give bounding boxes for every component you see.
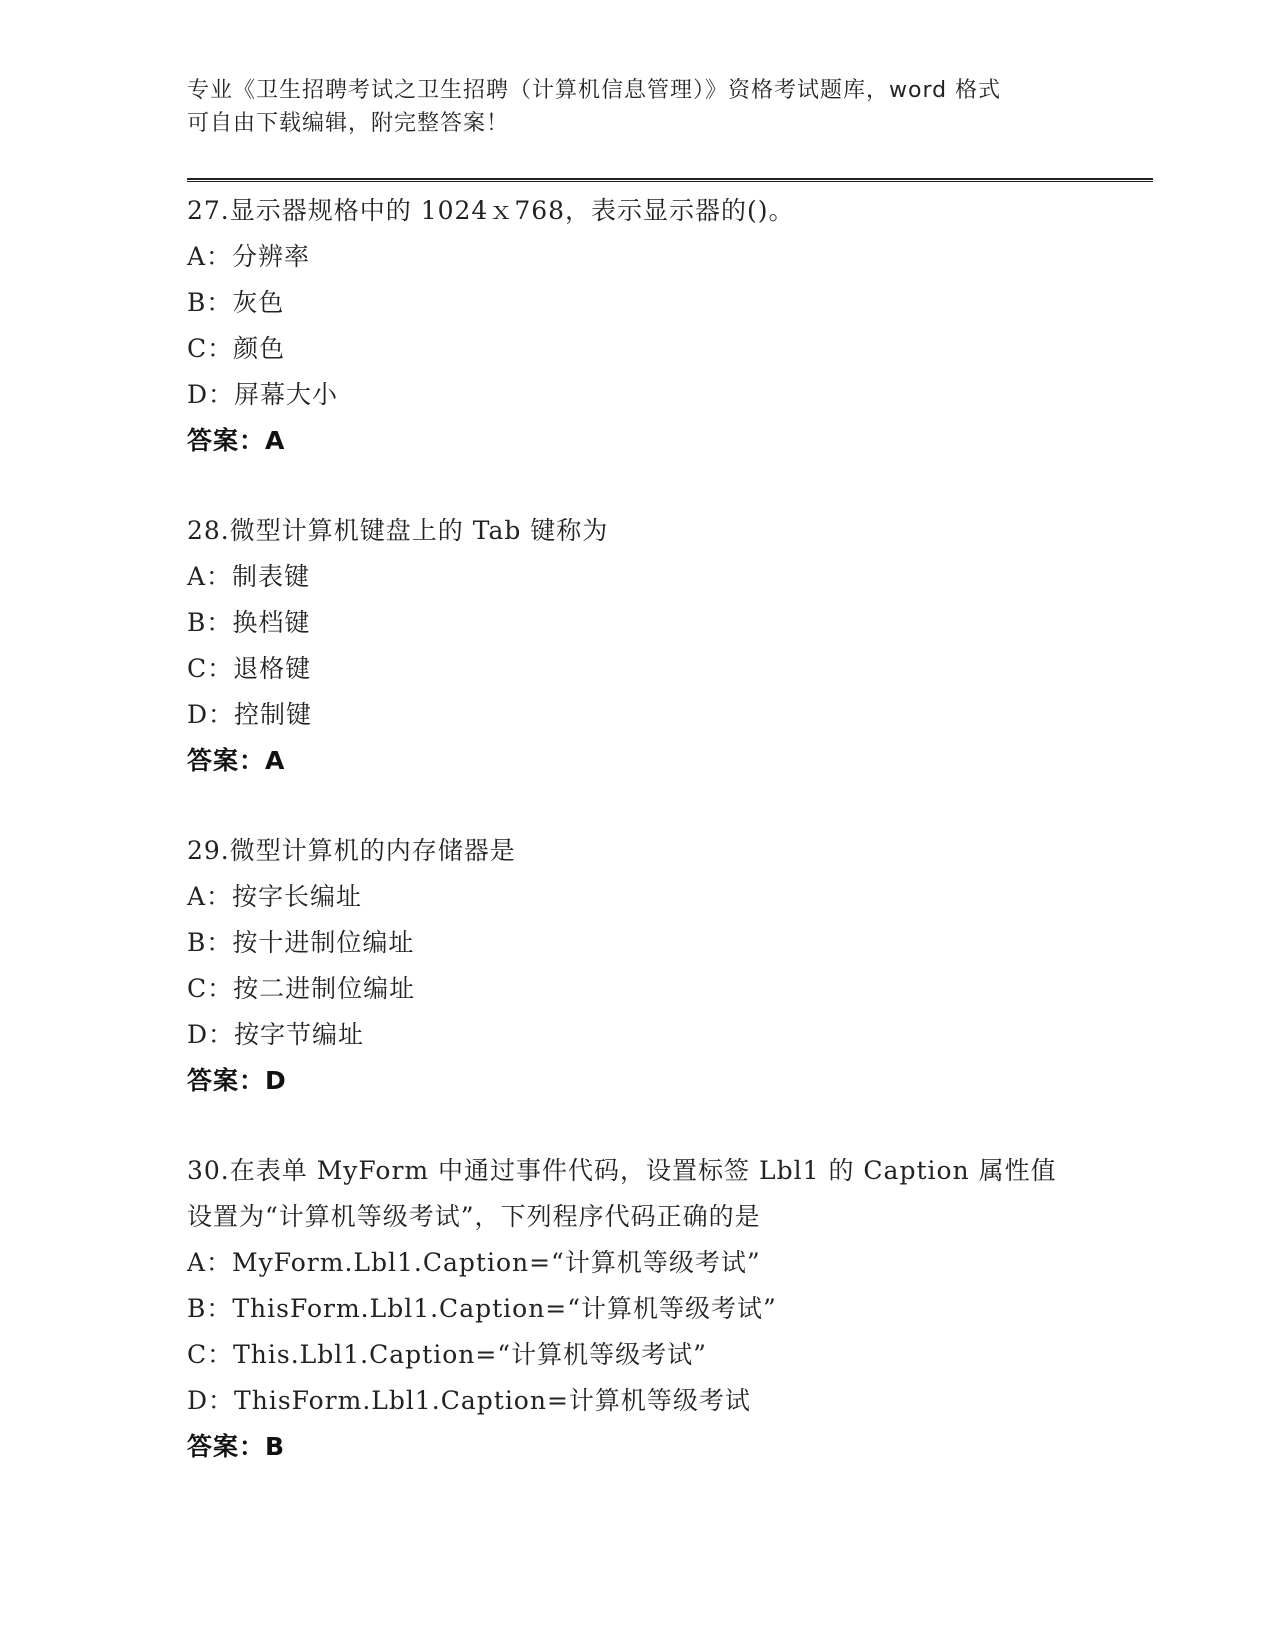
option-b: B：按十进制位编址 — [187, 928, 415, 957]
option-a: A：MyForm.Lbl1.Caption=“计算机等级考试” — [187, 1248, 761, 1277]
option-c: C：颜色 — [187, 334, 286, 363]
option-c: C：This.Lbl1.Caption=“计算机等级考试” — [187, 1340, 707, 1369]
option-d: D：ThisForm.Lbl1.Caption=计算机等级考试 — [187, 1386, 751, 1415]
question-stem: 27.显示器规格中的 1024ｘ768，表示显示器的()。 — [187, 196, 795, 225]
question-stem-line-1: 30.在表单 MyForm 中通过事件代码，设置标签 Lbl1 的 Caption 属性值 — [187, 1156, 1057, 1185]
answer: 答案：B — [187, 1432, 286, 1461]
question-30 — [187, 1148, 1087, 1470]
answer: 答案：A — [187, 426, 286, 455]
question-stem: 28.微型计算机键盘上的 Tab 键称为 — [187, 516, 609, 545]
option-d: D：控制键 — [187, 700, 313, 729]
option-c: C：退格键 — [187, 654, 312, 683]
answer: 答案：D — [187, 1066, 287, 1095]
question-27 — [187, 188, 1087, 464]
option-a: A：分辨率 — [187, 242, 311, 271]
header-line-1: 专业《卫生招聘考试之卫生招聘（计算机信息管理）》资格考试题库，word 格式 — [187, 78, 1002, 103]
option-b: B：ThisForm.Lbl1.Caption=“计算机等级考试” — [187, 1294, 777, 1323]
option-d: D：屏幕大小 — [187, 380, 339, 409]
option-c: C：按二进制位编址 — [187, 974, 416, 1003]
option-a: A：按字长编址 — [187, 882, 363, 911]
question-28 — [187, 508, 1087, 784]
header-divider — [187, 178, 1153, 182]
header-line-2: 可自由下载编辑，附完整答案！ — [187, 111, 510, 136]
option-b: B：换档键 — [187, 608, 311, 637]
document-header — [187, 74, 1087, 140]
answer: 答案：A — [187, 746, 286, 775]
option-a: A：制表键 — [187, 562, 311, 591]
question-list — [187, 188, 1087, 1514]
question-29 — [187, 828, 1087, 1104]
option-d: D：按字节编址 — [187, 1020, 365, 1049]
question-stem: 29.微型计算机的内存储器是 — [187, 836, 516, 865]
option-b: B：灰色 — [187, 288, 285, 317]
question-stem-line-2: 设置为“计算机等级考试”，下列程序代码正确的是 — [187, 1202, 761, 1231]
